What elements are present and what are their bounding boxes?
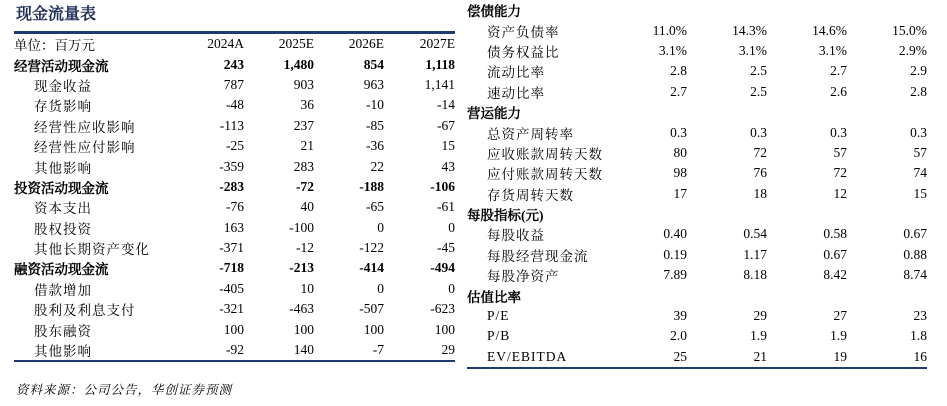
row-label: 其他影响 [14, 340, 174, 361]
row-value: 16 [913, 348, 928, 364]
row-value: 15 [913, 185, 928, 201]
row-value: 854 [363, 56, 384, 72]
row-value: 3.1% [818, 42, 847, 58]
row-value: -188 [359, 178, 384, 194]
row-value: -45 [437, 240, 455, 256]
row-value: 74 [913, 165, 928, 181]
row-value: 0.3 [830, 124, 847, 140]
row-value: 80 [673, 144, 687, 160]
row-label: 股利及利息支付 [34, 303, 136, 319]
row-value: -371 [219, 240, 244, 256]
row-value: -718 [219, 260, 244, 276]
table-row [14, 54, 455, 74]
row-value: 12 [833, 185, 847, 201]
row-value: 21 [753, 348, 767, 364]
row-label: 经营性应收影响 [34, 119, 136, 135]
row-label: EV/EBITDA [487, 348, 568, 364]
row-label: 股权投资 [34, 221, 92, 237]
row-value: 0.3 [910, 124, 928, 140]
row-value: 237 [293, 117, 314, 133]
row-value: 25 [673, 348, 687, 364]
row-value: 2.9 [910, 63, 928, 79]
row-value: 10 [300, 280, 314, 296]
section-row [467, 0, 927, 20]
row-value: 1.9 [750, 328, 767, 344]
row-value: -405 [219, 280, 244, 296]
row-value: -7 [314, 340, 384, 361]
table-row [467, 143, 927, 163]
section-row [467, 102, 927, 122]
row-value: 2.9% [898, 42, 928, 58]
section-title: 偿债能力 [467, 4, 521, 20]
row-value: -494 [430, 260, 455, 276]
row-value: -463 [289, 301, 314, 317]
row-value: 0.3 [750, 124, 767, 140]
row-value: 0.67 [903, 226, 928, 242]
row-value: -10 [366, 97, 384, 113]
header-row [14, 34, 455, 54]
row-value: 7.89 [663, 267, 687, 283]
row-value: -36 [366, 138, 384, 154]
row-label: 其他长期资产变化 [34, 242, 150, 258]
row-value: 0 [448, 219, 455, 235]
row-value: 0.67 [823, 246, 847, 262]
row-value: 21 [300, 138, 314, 154]
row-value: 0 [377, 219, 384, 235]
row-value: -25 [226, 138, 244, 154]
table-row [14, 75, 455, 95]
row-value: -85 [366, 117, 384, 133]
cash-flow-title: 现金流量表 [14, 0, 455, 34]
row-value: -113 [219, 117, 244, 133]
row-value: 0.19 [663, 246, 687, 262]
row-value: 36 [300, 97, 314, 113]
row-value: -76 [226, 199, 244, 215]
row-value: -48 [226, 97, 244, 113]
row-value: 15.0% [892, 22, 928, 38]
row-value: 29 [384, 340, 455, 361]
row-label: 总资产周转率 [487, 126, 574, 142]
row-value: 8.18 [743, 267, 767, 283]
row-value: 903 [293, 76, 314, 92]
row-value: 1,480 [283, 56, 314, 72]
section-row [467, 285, 927, 305]
table-row [14, 116, 455, 136]
row-label: 借款增加 [34, 282, 92, 298]
row-value: 0.40 [663, 226, 687, 242]
row-value: -12 [296, 240, 314, 256]
table-row [467, 122, 927, 142]
cash-flow-panel [14, 0, 455, 362]
row-value: 57 [833, 144, 847, 160]
row-label: 资产负债率 [487, 24, 560, 40]
row-value: 140 [244, 340, 314, 361]
row-value: -122 [359, 240, 384, 256]
row-value: 283 [293, 158, 314, 174]
row-value: -507 [359, 301, 384, 317]
row-value: 19 [833, 348, 847, 364]
row-label: 经营活动现金流 [14, 58, 109, 74]
row-value: 2.7 [830, 63, 847, 79]
ratios-panel [467, 0, 927, 369]
row-label: 股东融资 [34, 323, 92, 339]
table-row [467, 224, 927, 244]
unit-label: 单位：百万元 [14, 38, 95, 54]
row-value: 1,118 [425, 56, 455, 72]
row-label: P/E [487, 308, 510, 324]
row-value: 8.74 [903, 267, 928, 283]
row-value: -14 [437, 97, 455, 113]
row-value: 787 [223, 76, 244, 92]
row-value: -213 [289, 260, 314, 276]
row-value: 43 [441, 158, 455, 174]
row-value: 11.0% [652, 22, 687, 38]
row-value: 100 [223, 321, 244, 337]
row-label: 流动比率 [487, 65, 545, 81]
table-row [467, 20, 927, 40]
row-value: 72 [753, 144, 767, 160]
ratios-table [467, 0, 927, 369]
year-header: 2026E [348, 36, 384, 52]
cash-flow-table [14, 34, 455, 362]
row-label: 其他影响 [34, 160, 92, 176]
row-value: 163 [223, 219, 244, 235]
row-value: 100 [363, 321, 384, 337]
row-value: 2.5 [750, 83, 767, 99]
row-value: -65 [366, 199, 384, 215]
row-value: 2.5 [750, 63, 767, 79]
table-row [14, 319, 455, 339]
table-row [14, 136, 455, 156]
row-value: 3.1% [738, 42, 767, 58]
row-value: 963 [363, 76, 384, 92]
year-header: 2025E [278, 36, 314, 52]
row-label: 应收账款周转天数 [487, 146, 603, 162]
table-row [14, 177, 455, 197]
section-title: 估值比率 [467, 289, 521, 305]
row-label: 每股净资产 [487, 269, 560, 285]
row-value: 1.8 [910, 328, 928, 344]
row-value: 22 [370, 158, 384, 174]
row-value: 0 [448, 280, 455, 296]
row-value: -72 [296, 178, 314, 194]
table-row [14, 258, 455, 278]
row-value: -92 [174, 340, 244, 361]
table-row [467, 326, 927, 346]
year-header: 2027E [419, 36, 455, 52]
row-label: 投资活动现金流 [14, 180, 109, 196]
row-label: 存货影响 [34, 99, 92, 115]
row-label: P/B [487, 328, 511, 344]
row-value: 0.54 [743, 226, 767, 242]
row-value: -321 [219, 301, 244, 317]
row-value: 39 [673, 308, 687, 324]
section-title: 营运能力 [467, 106, 521, 122]
row-value: -100 [289, 219, 314, 235]
table-row [467, 347, 927, 368]
row-label: 存货周转天数 [487, 187, 574, 203]
row-value: 17 [673, 185, 687, 201]
row-value: 57 [913, 144, 928, 160]
table-row [14, 95, 455, 115]
row-value: 18 [753, 185, 767, 201]
row-value: 23 [913, 308, 928, 324]
row-value: 0 [377, 280, 384, 296]
row-value: -61 [437, 199, 455, 215]
row-label: 经营性应付影响 [34, 140, 136, 156]
row-value: -67 [437, 117, 455, 133]
row-value: 1,141 [424, 76, 455, 92]
row-value: 72 [833, 165, 847, 181]
row-value: 15 [441, 138, 455, 154]
row-value: -283 [219, 178, 244, 194]
row-value: 76 [753, 165, 767, 181]
row-value: 100 [434, 321, 455, 337]
row-value: 2.7 [670, 83, 687, 99]
row-value: -359 [219, 158, 244, 174]
row-value: 2.6 [830, 83, 847, 99]
table-row [467, 265, 927, 285]
row-value: 29 [753, 308, 767, 324]
table-row [14, 340, 455, 361]
row-value: 1.9 [830, 328, 847, 344]
table-row [14, 156, 455, 176]
row-label: 资本支出 [34, 201, 92, 217]
row-value: 14.3% [732, 22, 767, 38]
row-value: -414 [359, 260, 384, 276]
table-row [467, 61, 927, 81]
row-value: 1.17 [743, 246, 767, 262]
section-title: 每股指标(元) [467, 208, 544, 224]
table-row [467, 306, 927, 326]
row-value: 3.1% [658, 42, 687, 58]
table-row [14, 279, 455, 299]
row-value: 2.8 [670, 63, 687, 79]
table-row [467, 163, 927, 183]
row-value: 0.58 [823, 226, 847, 242]
table-row [467, 82, 927, 102]
row-value: 8.42 [823, 267, 847, 283]
row-value: 2.0 [670, 328, 687, 344]
row-value: 243 [223, 56, 244, 72]
table-row [14, 299, 455, 319]
row-value: -106 [430, 178, 455, 194]
row-value: 27 [833, 308, 847, 324]
year-header: 2024A [207, 36, 244, 52]
row-label: 速动比率 [487, 85, 545, 101]
row-label: 现金收益 [34, 78, 92, 94]
row-value: 14.6% [812, 22, 847, 38]
row-value: 40 [300, 199, 314, 215]
table-row [467, 41, 927, 61]
table-row [467, 245, 927, 265]
row-label: 每股经营现金流 [487, 248, 589, 264]
table-row [14, 218, 455, 238]
row-label: 应付账款周转天数 [487, 167, 603, 183]
table-row [467, 184, 927, 204]
row-label: 债务权益比 [487, 44, 560, 60]
table-row [14, 238, 455, 258]
row-value: 0.88 [903, 246, 928, 262]
row-label: 融资活动现金流 [14, 262, 109, 278]
row-value: 100 [293, 321, 314, 337]
row-value: 98 [673, 165, 687, 181]
row-value: 0.3 [670, 124, 687, 140]
row-label: 每股收益 [487, 228, 545, 244]
row-value: -623 [430, 301, 455, 317]
section-row [467, 204, 927, 224]
row-value: 2.8 [910, 83, 928, 99]
source-note: 资料来源：公司公告，华创证券预测 [16, 383, 233, 397]
table-row [14, 197, 455, 217]
